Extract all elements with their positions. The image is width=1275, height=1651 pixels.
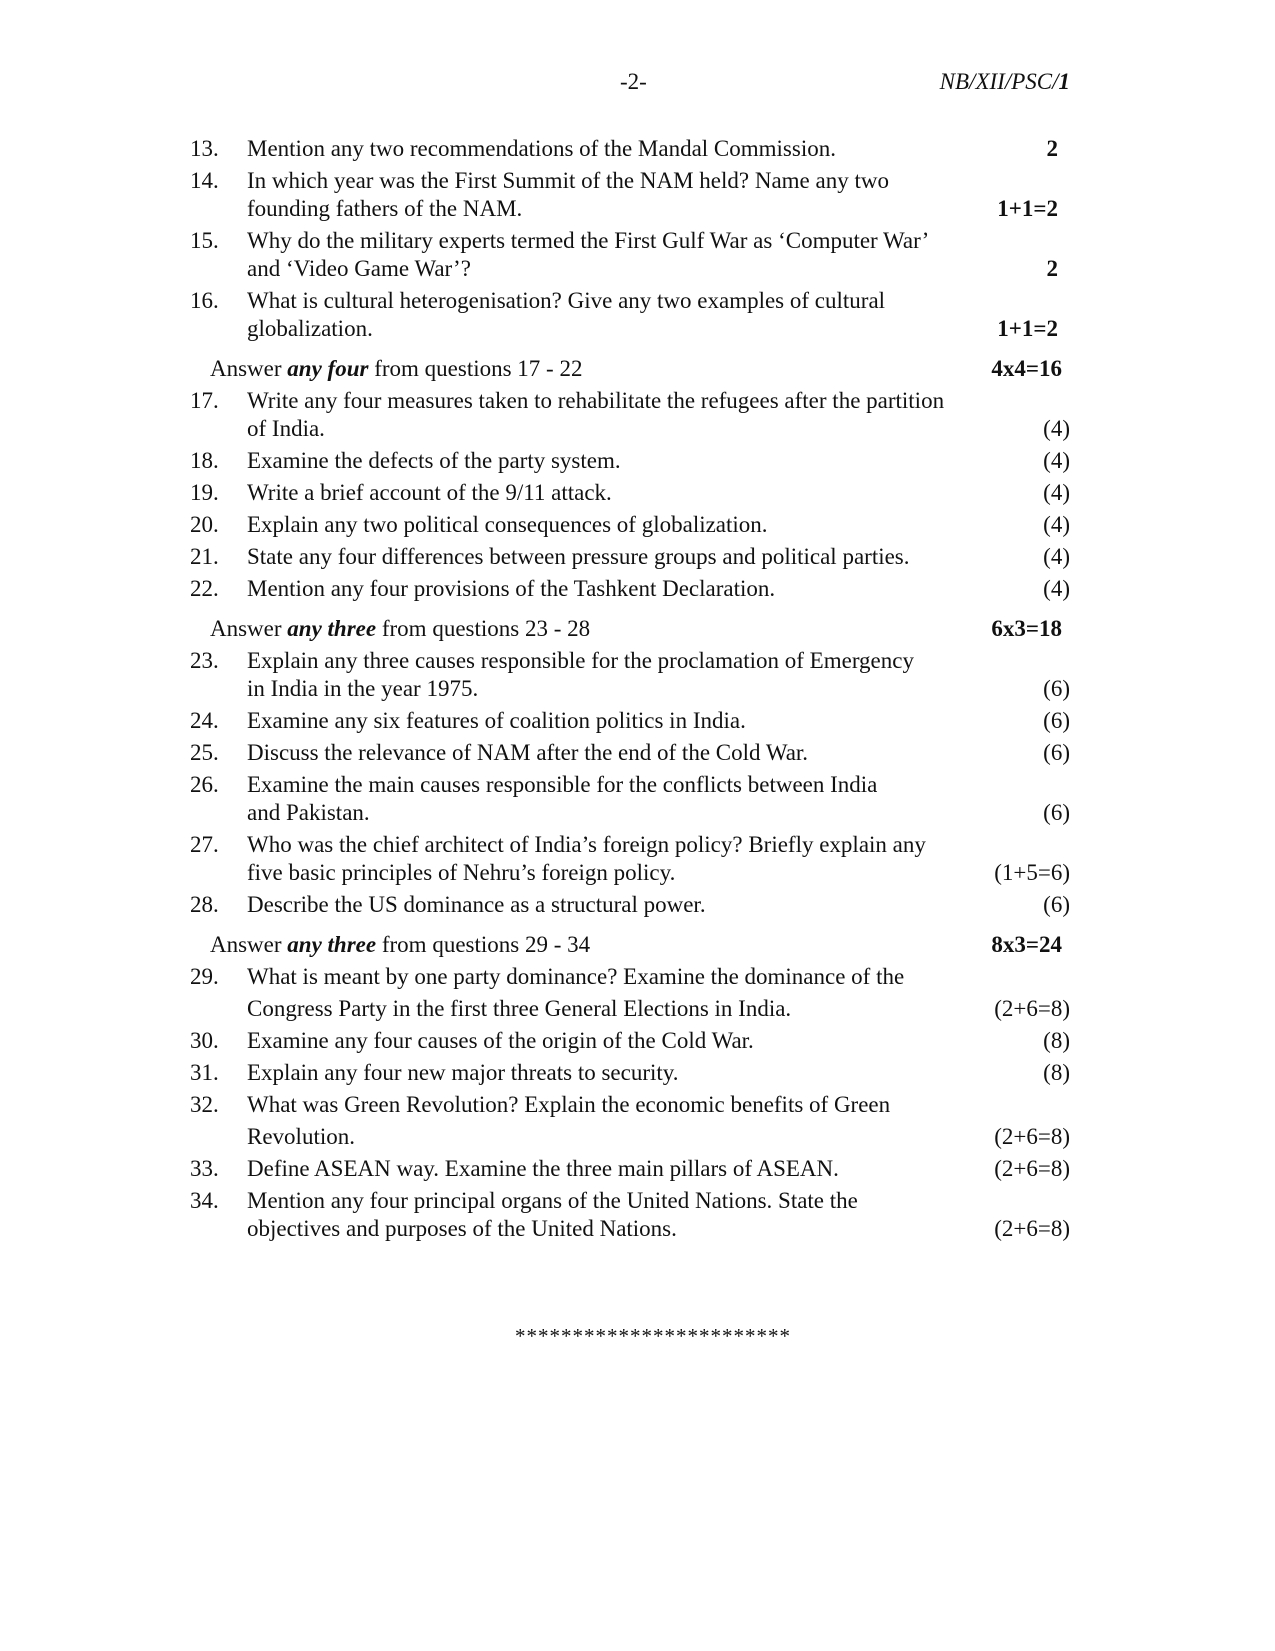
question-number: 20. <box>190 512 219 537</box>
section-instruction-emphasis: any three <box>287 932 377 957</box>
question-text: Examine the main causes responsible for the conflicts between India <box>247 772 878 797</box>
question-number: 16. <box>190 288 219 313</box>
question-text: Why do the military experts termed the First Gulf War as ‘Computer War’ <box>247 228 930 253</box>
question-text: Write any four measures taken to rehabilitate the refugees after the partition <box>247 388 945 413</box>
question-text: Describe the US dominance as a structural power. <box>247 892 706 917</box>
question-marks: 2 <box>1046 256 1058 281</box>
question-text: Mention any two recommendations of the Mandal Commission. <box>247 136 836 161</box>
question-number: 14. <box>190 168 219 193</box>
question-marks: (4) <box>1043 512 1070 537</box>
section-instruction-emphasis: any four <box>287 356 369 381</box>
question-24 <box>190 707 1070 735</box>
question-text: Examine the defects of the party system. <box>247 448 621 473</box>
question-marks: (6) <box>1043 676 1070 701</box>
question-text-cont: Congress Party in the first three General Elections in India. <box>247 996 792 1021</box>
question-marks: (2+6=8) <box>994 1124 1070 1149</box>
question-33 <box>190 1155 1070 1183</box>
question-marks: (8) <box>1043 1028 1070 1053</box>
question-text-cont: founding fathers of the NAM. <box>247 196 523 221</box>
question-text: Explain any four new major threats to security. <box>247 1060 679 1085</box>
question-marks: (2+6=8) <box>994 996 1070 1021</box>
question-text: What was Green Revolution? Explain the economic benefits of Green <box>247 1092 891 1117</box>
question-marks: (6) <box>1043 740 1070 765</box>
question-number: 21. <box>190 544 219 569</box>
question-number: 13. <box>190 136 219 161</box>
question-text: What is meant by one party dominance? Examine the dominance of the <box>247 964 905 989</box>
question-text-cont: globalization. <box>247 316 373 341</box>
question-number: 25. <box>190 740 219 765</box>
paper-code-prefix: NB/XII/PSC/ <box>939 69 1059 94</box>
question-number: 26. <box>190 772 219 797</box>
question-text: Examine any six features of coalition politics in India. <box>247 708 746 733</box>
question-number: 30. <box>190 1028 219 1053</box>
question-16 <box>190 287 1070 343</box>
question-list <box>190 135 1070 1247</box>
question-number: 15. <box>190 228 219 253</box>
page-number: -2- <box>620 69 647 94</box>
question-marks: (4) <box>1043 544 1070 569</box>
question-text-cont: Revolution. <box>247 1124 355 1149</box>
question-marks: (6) <box>1043 800 1070 825</box>
end-of-paper-stars: ************************ <box>515 1324 791 1348</box>
question-marks: 2 <box>1046 136 1058 161</box>
question-number: 24. <box>190 708 219 733</box>
question-32 <box>190 1091 1070 1151</box>
question-text: Who was the chief architect of India’s foreign policy? Briefly explain any <box>247 832 926 857</box>
question-marks: (6) <box>1043 708 1070 733</box>
question-text: Discuss the relevance of NAM after the end of the Cold War. <box>247 740 809 765</box>
question-15 <box>190 227 1070 283</box>
question-text: Write a brief account of the 9/11 attack. <box>247 480 612 505</box>
section-heading-17-22 <box>210 355 1070 383</box>
question-text: State any four differences between pressure groups and political parties. <box>247 544 910 569</box>
question-number: 19. <box>190 480 219 505</box>
section-heading-23-28 <box>210 615 1070 643</box>
question-marks: (6) <box>1043 892 1070 917</box>
question-text: Mention any four principal organs of the United Nations. State the <box>247 1188 858 1213</box>
question-25 <box>190 739 1070 767</box>
question-number: 34. <box>190 1188 219 1213</box>
question-number: 23. <box>190 648 219 673</box>
question-number: 22. <box>190 576 219 601</box>
question-31 <box>190 1059 1070 1087</box>
question-34 <box>190 1187 1070 1243</box>
question-22 <box>190 575 1070 603</box>
question-text: Define ASEAN way. Examine the three main pillars of ASEAN. <box>247 1156 839 1181</box>
question-marks: 1+1=2 <box>997 196 1058 221</box>
question-text-cont: and Pakistan. <box>247 800 370 825</box>
question-text-cont: objectives and purposes of the United Nations. <box>247 1216 677 1241</box>
question-18 <box>190 447 1070 475</box>
question-23 <box>190 647 1070 703</box>
question-text: Explain any three causes responsible for the proclamation of Emergency <box>247 648 914 673</box>
question-29 <box>190 963 1070 1023</box>
question-text: Mention any four provisions of the Tashkent Declaration. <box>247 576 776 601</box>
section-instruction-post: from questions 23 - 28 <box>376 616 591 641</box>
section-instruction-post: from questions 17 - 22 <box>368 356 583 381</box>
question-text-cont: and ‘Video Game War’? <box>247 256 471 281</box>
section-marks: 8x3=24 <box>991 932 1062 957</box>
question-13 <box>190 135 1070 163</box>
question-20 <box>190 511 1070 539</box>
question-28 <box>190 891 1070 919</box>
question-text-cont: five basic principles of Nehru’s foreign policy. <box>247 860 676 885</box>
question-text: Explain any two political consequences of globalization. <box>247 512 768 537</box>
question-text-cont: of India. <box>247 416 325 441</box>
question-marks: (1+5=6) <box>994 860 1070 885</box>
section-marks: 4x4=16 <box>991 356 1062 381</box>
question-number: 28. <box>190 892 219 917</box>
question-marks: (2+6=8) <box>994 1216 1070 1241</box>
question-27 <box>190 831 1070 887</box>
question-19 <box>190 479 1070 507</box>
section-instruction-pre: Answer <box>210 932 288 957</box>
question-number: 17. <box>190 388 219 413</box>
question-number: 27. <box>190 832 219 857</box>
section-marks: 6x3=18 <box>991 616 1062 641</box>
question-number: 18. <box>190 448 219 473</box>
section-instruction-post: from questions 29 - 34 <box>376 932 591 957</box>
paper-code-suffix: 1 <box>1058 69 1070 94</box>
question-text: In which year was the First Summit of the NAM held? Name any two <box>247 168 889 193</box>
paper-code <box>940 68 1070 96</box>
question-text: What is cultural heterogenisation? Give any two examples of cultural <box>247 288 886 313</box>
question-number: 31. <box>190 1060 219 1085</box>
question-marks: (4) <box>1043 416 1070 441</box>
section-instruction-emphasis: any three <box>287 616 377 641</box>
question-text-cont: in India in the year 1975. <box>247 676 479 701</box>
question-21 <box>190 543 1070 571</box>
question-marks: (4) <box>1043 576 1070 601</box>
section-heading-29-34 <box>210 931 1070 959</box>
question-marks: (4) <box>1043 480 1070 505</box>
question-14 <box>190 167 1070 223</box>
question-marks: (2+6=8) <box>994 1156 1070 1181</box>
question-number: 33. <box>190 1156 219 1181</box>
question-number: 29. <box>190 964 219 989</box>
question-26 <box>190 771 1070 827</box>
question-17 <box>190 387 1070 443</box>
question-marks: (4) <box>1043 448 1070 473</box>
section-instruction-pre: Answer <box>210 616 288 641</box>
question-marks: 1+1=2 <box>997 316 1058 341</box>
question-text: Examine any four causes of the origin of the Cold War. <box>247 1028 754 1053</box>
question-number: 32. <box>190 1092 219 1117</box>
question-30 <box>190 1027 1070 1055</box>
section-instruction-pre: Answer <box>210 356 288 381</box>
question-marks: (8) <box>1043 1060 1070 1085</box>
